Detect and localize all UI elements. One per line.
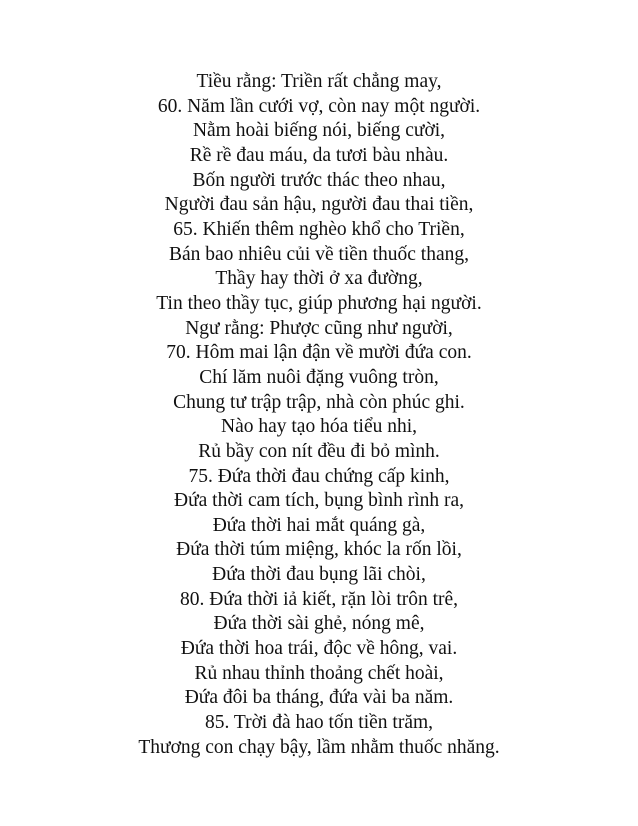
poem-line: Đứa thời hai mắt quáng gà, [212, 514, 426, 536]
poem-line: Rủ bầy con nít đều đi bỏ mình. [198, 440, 440, 462]
poem-text [0, 70, 638, 760]
poem-line: Đứa thời cam tích, bụng bình rình ra, [173, 490, 465, 512]
poem-line: Đứa thời hoa trái, độc về hông, vai. [180, 638, 458, 660]
poem-line: Ngư rằng: Phược cũng như người, [185, 317, 453, 339]
poem-line: Đứa đôi ba tháng, đứa vài ba năm. [184, 687, 454, 709]
poem-line: Tin theo thầy tục, giúp phương hại người. [156, 292, 482, 314]
poem-line: Đứa thời túm miệng, khóc la rốn lồi, [176, 539, 462, 561]
poem-line: Thương con chạy bậy, lầm nhằm thuốc nhăng. [138, 736, 500, 758]
poem-line: Bán bao nhiêu củi về tiền thuốc thang, [168, 243, 469, 265]
poem-line: Đứa thời sài ghẻ, nóng mê, [213, 613, 425, 635]
poem-line: Nào hay tạo hóa tiểu nhi, [220, 416, 418, 438]
poem-line: 75. Đứa thời đau chứng cấp kinh, [188, 465, 450, 487]
poem-line: Nằm hoài biếng nói, biếng cười, [192, 120, 446, 142]
poem-line: 70. Hôm mai lận đận về mười đứa con. [166, 342, 472, 364]
poem-line: Tiều rằng: Triền rất chẳng may, [196, 71, 442, 92]
poem-line: Chung tư trập trập, nhà còn phúc ghi. [173, 391, 465, 413]
poem-line: Đứa thời đau bụng lãi chòi, [212, 564, 426, 586]
poem-line: Bốn người trước thác theo nhau, [192, 169, 446, 191]
poem-line: Chí lăm nuôi đặng vuông tròn, [199, 366, 439, 388]
poem-line: Rề rề đau máu, da tươi bàu nhàu. [189, 144, 449, 166]
poem-line: 85. Trời đà hao tốn tiền trăm, [204, 712, 434, 734]
poem-line: 60. Năm lần cưới vợ, còn nay một người. [157, 95, 481, 117]
poem-line: Người đau sản hậu, người đau thai tiền, [164, 194, 474, 216]
poem-line: 80. Đứa thời iả kiết, rặn lòi trôn trê, [179, 588, 459, 610]
poem-line: Rủ nhau thỉnh thoảng chết hoài, [194, 662, 444, 684]
poem-line: 65. Khiến thêm nghèo khổ cho Triền, [173, 218, 465, 240]
poem-line: Thầy hay thời ở xa đường, [215, 268, 423, 290]
